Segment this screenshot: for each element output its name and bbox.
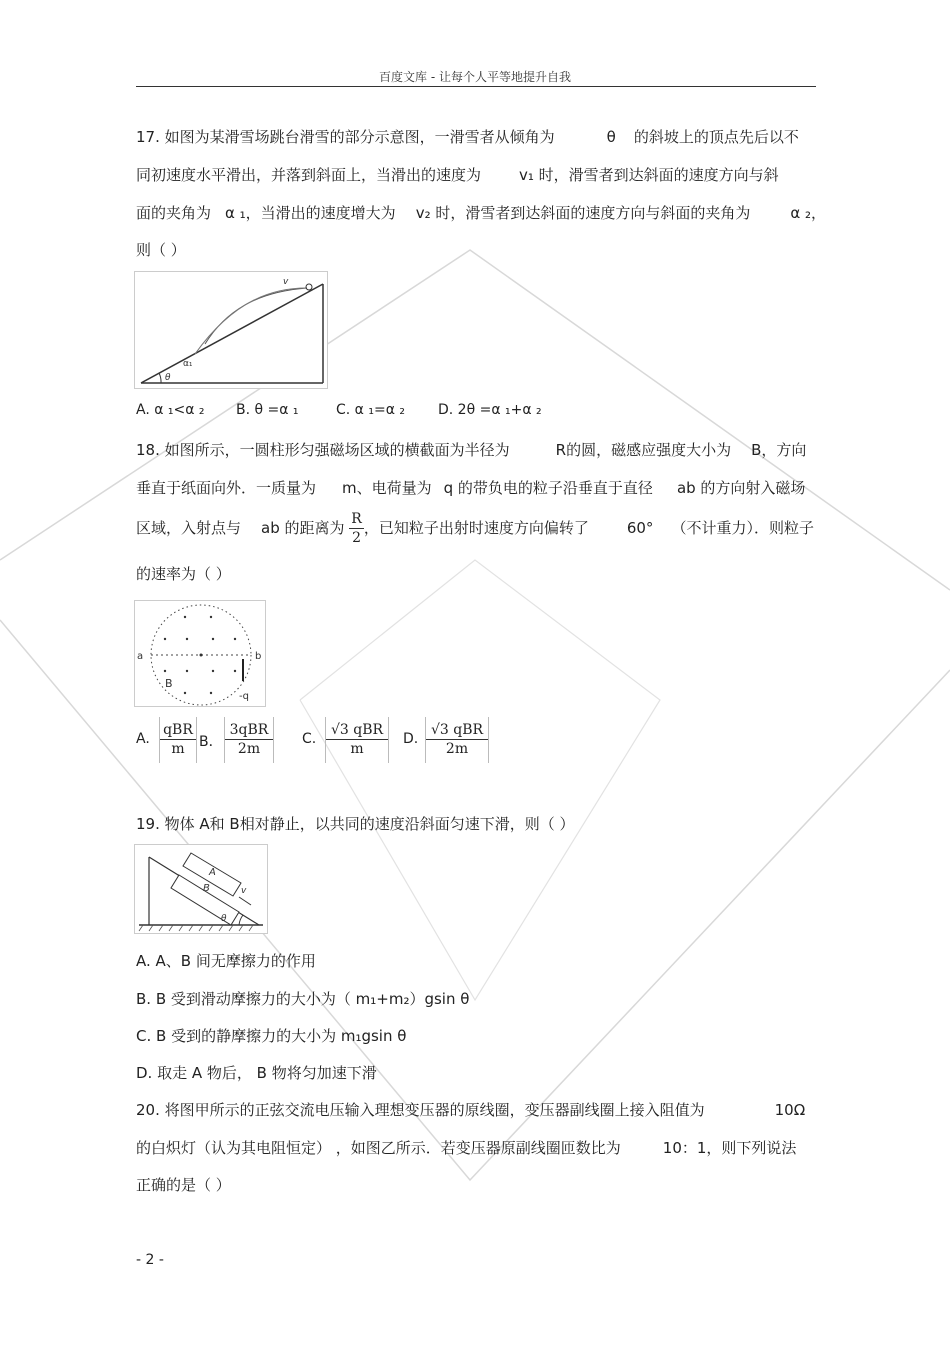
- q18-option-d-label: D.: [403, 731, 419, 747]
- q18-line2: 垂直于纸面向外．一质量为 m、电荷量为 q 的带负电的粒子沿垂直于直径 ab 的方向射入磁场: [136, 479, 806, 497]
- ski-slope-figure: [134, 271, 328, 389]
- q18-option-d-formula: $\frac{\text{√3 qBR}}{2m}$: [425, 717, 489, 763]
- q18-option-c-formula: $\frac{\text{√3 qBR}}{m}$: [325, 717, 389, 763]
- fig-v-label: v: [283, 277, 289, 287]
- q17-option-c: C. α ₁=α ₂: [336, 402, 405, 418]
- q18-option-a-label: A.: [136, 731, 150, 747]
- q17-text: 17. 如图为某滑雪场跳台滑雪的部分示意图，一滑雪者从倾角为: [136, 128, 555, 146]
- q19-option-a: A. A、B 间无摩擦力的作用: [136, 952, 316, 970]
- q20-line2: 的白炽灯（认为其电阻恒定） ，如图乙所示．若变压器原副线圈匝数比为 10：1，则下列说法: [136, 1139, 797, 1157]
- q17-line2: 同初速度水平滑出，并落到斜面上，当滑出的速度为 v₁ 时，滑雪者到达斜面的速度方向与斜: [136, 166, 779, 184]
- q18-option-b-label: B．: [199, 734, 223, 750]
- q20-line1: 20. 将图甲所示的正弦交流电压输入理想变压器的原线圈，变压器副线圈上接入阻值为 10Ω: [136, 1101, 806, 1119]
- fig-b-label: b: [255, 651, 262, 662]
- q18-option-a-formula: $\frac{\text{qBR}}{m}$: [159, 717, 197, 763]
- page-number: - 2 -: [136, 1252, 164, 1268]
- q18-option-c-label: C.: [302, 731, 317, 747]
- fig-theta-label: θ: [165, 373, 171, 383]
- q18-line3: 区域，入射点与 ab 的距离为 $\frac{R}{2}$ ，已知粒子出射时速度方向偏转了 60° （不计重力）．则粒子: [136, 511, 814, 546]
- fig-block-a-label: A: [209, 867, 216, 878]
- q19-option-c: C. B 受到的静摩擦力的大小为 m₁gsin θ: [136, 1027, 407, 1045]
- q18-line4: 的速率为（ ）: [136, 565, 231, 583]
- header-rule: [136, 86, 816, 87]
- page-header: 百度文库 - 让每个人平等地提升自我: [379, 70, 571, 84]
- fig-a-label: a: [137, 651, 144, 662]
- q18-option-b-formula: $\frac{\text{3qBR}}{2m}$: [224, 717, 274, 763]
- q17-line3: 面的夹角为 α ₁，当滑出的速度增大为 v₂ 时，滑雪者到达斜面的速度方向与斜面的夹角为 α ₂，: [136, 204, 827, 222]
- q17-option-a: A. α ₁<α ₂: [136, 402, 205, 418]
- fig-velocity-label: v: [241, 886, 247, 896]
- q17-line4: 则（ ）: [136, 241, 186, 259]
- fig-block-b-label: B: [203, 883, 210, 894]
- q19-option-b: B. B 受到滑动摩擦力的大小为（ m₁+m₂）gsin θ: [136, 990, 470, 1008]
- r-over-2-fraction: $\frac{R}{2}$: [351, 511, 362, 546]
- fig-alpha-label: α₁: [183, 359, 193, 369]
- magnetic-field-figure: [134, 600, 266, 707]
- fig-theta-label-19: θ: [221, 914, 227, 924]
- q18-line1: 18. 如图所示，一圆柱形匀强磁场区域的横截面为半径为 R的圆，磁感应强度大小为 B，方向: [136, 441, 807, 459]
- incline-blocks-figure: [134, 844, 268, 934]
- q19-option-d: D. 取走 A 物后， B 物将匀加速下滑: [136, 1064, 377, 1082]
- q17-line1: 17. 如图为某滑雪场跳台滑雪的部分示意图，一滑雪者从倾角为 θ 的斜坡上的顶点先后以不: [136, 128, 799, 146]
- q17-option-d: D. 2θ =α ₁+α ₂: [438, 402, 542, 418]
- fig-field-label: B: [165, 677, 173, 690]
- q20-line3: 正确的是（ ）: [136, 1176, 231, 1194]
- q17-option-b: B. θ =α ₁: [236, 402, 299, 418]
- fig-charge-label: -q: [239, 691, 249, 702]
- q19-line1: 19. 物体 A和 B相对静止，以共同的速度沿斜面匀速下滑，则（ ）: [136, 815, 575, 833]
